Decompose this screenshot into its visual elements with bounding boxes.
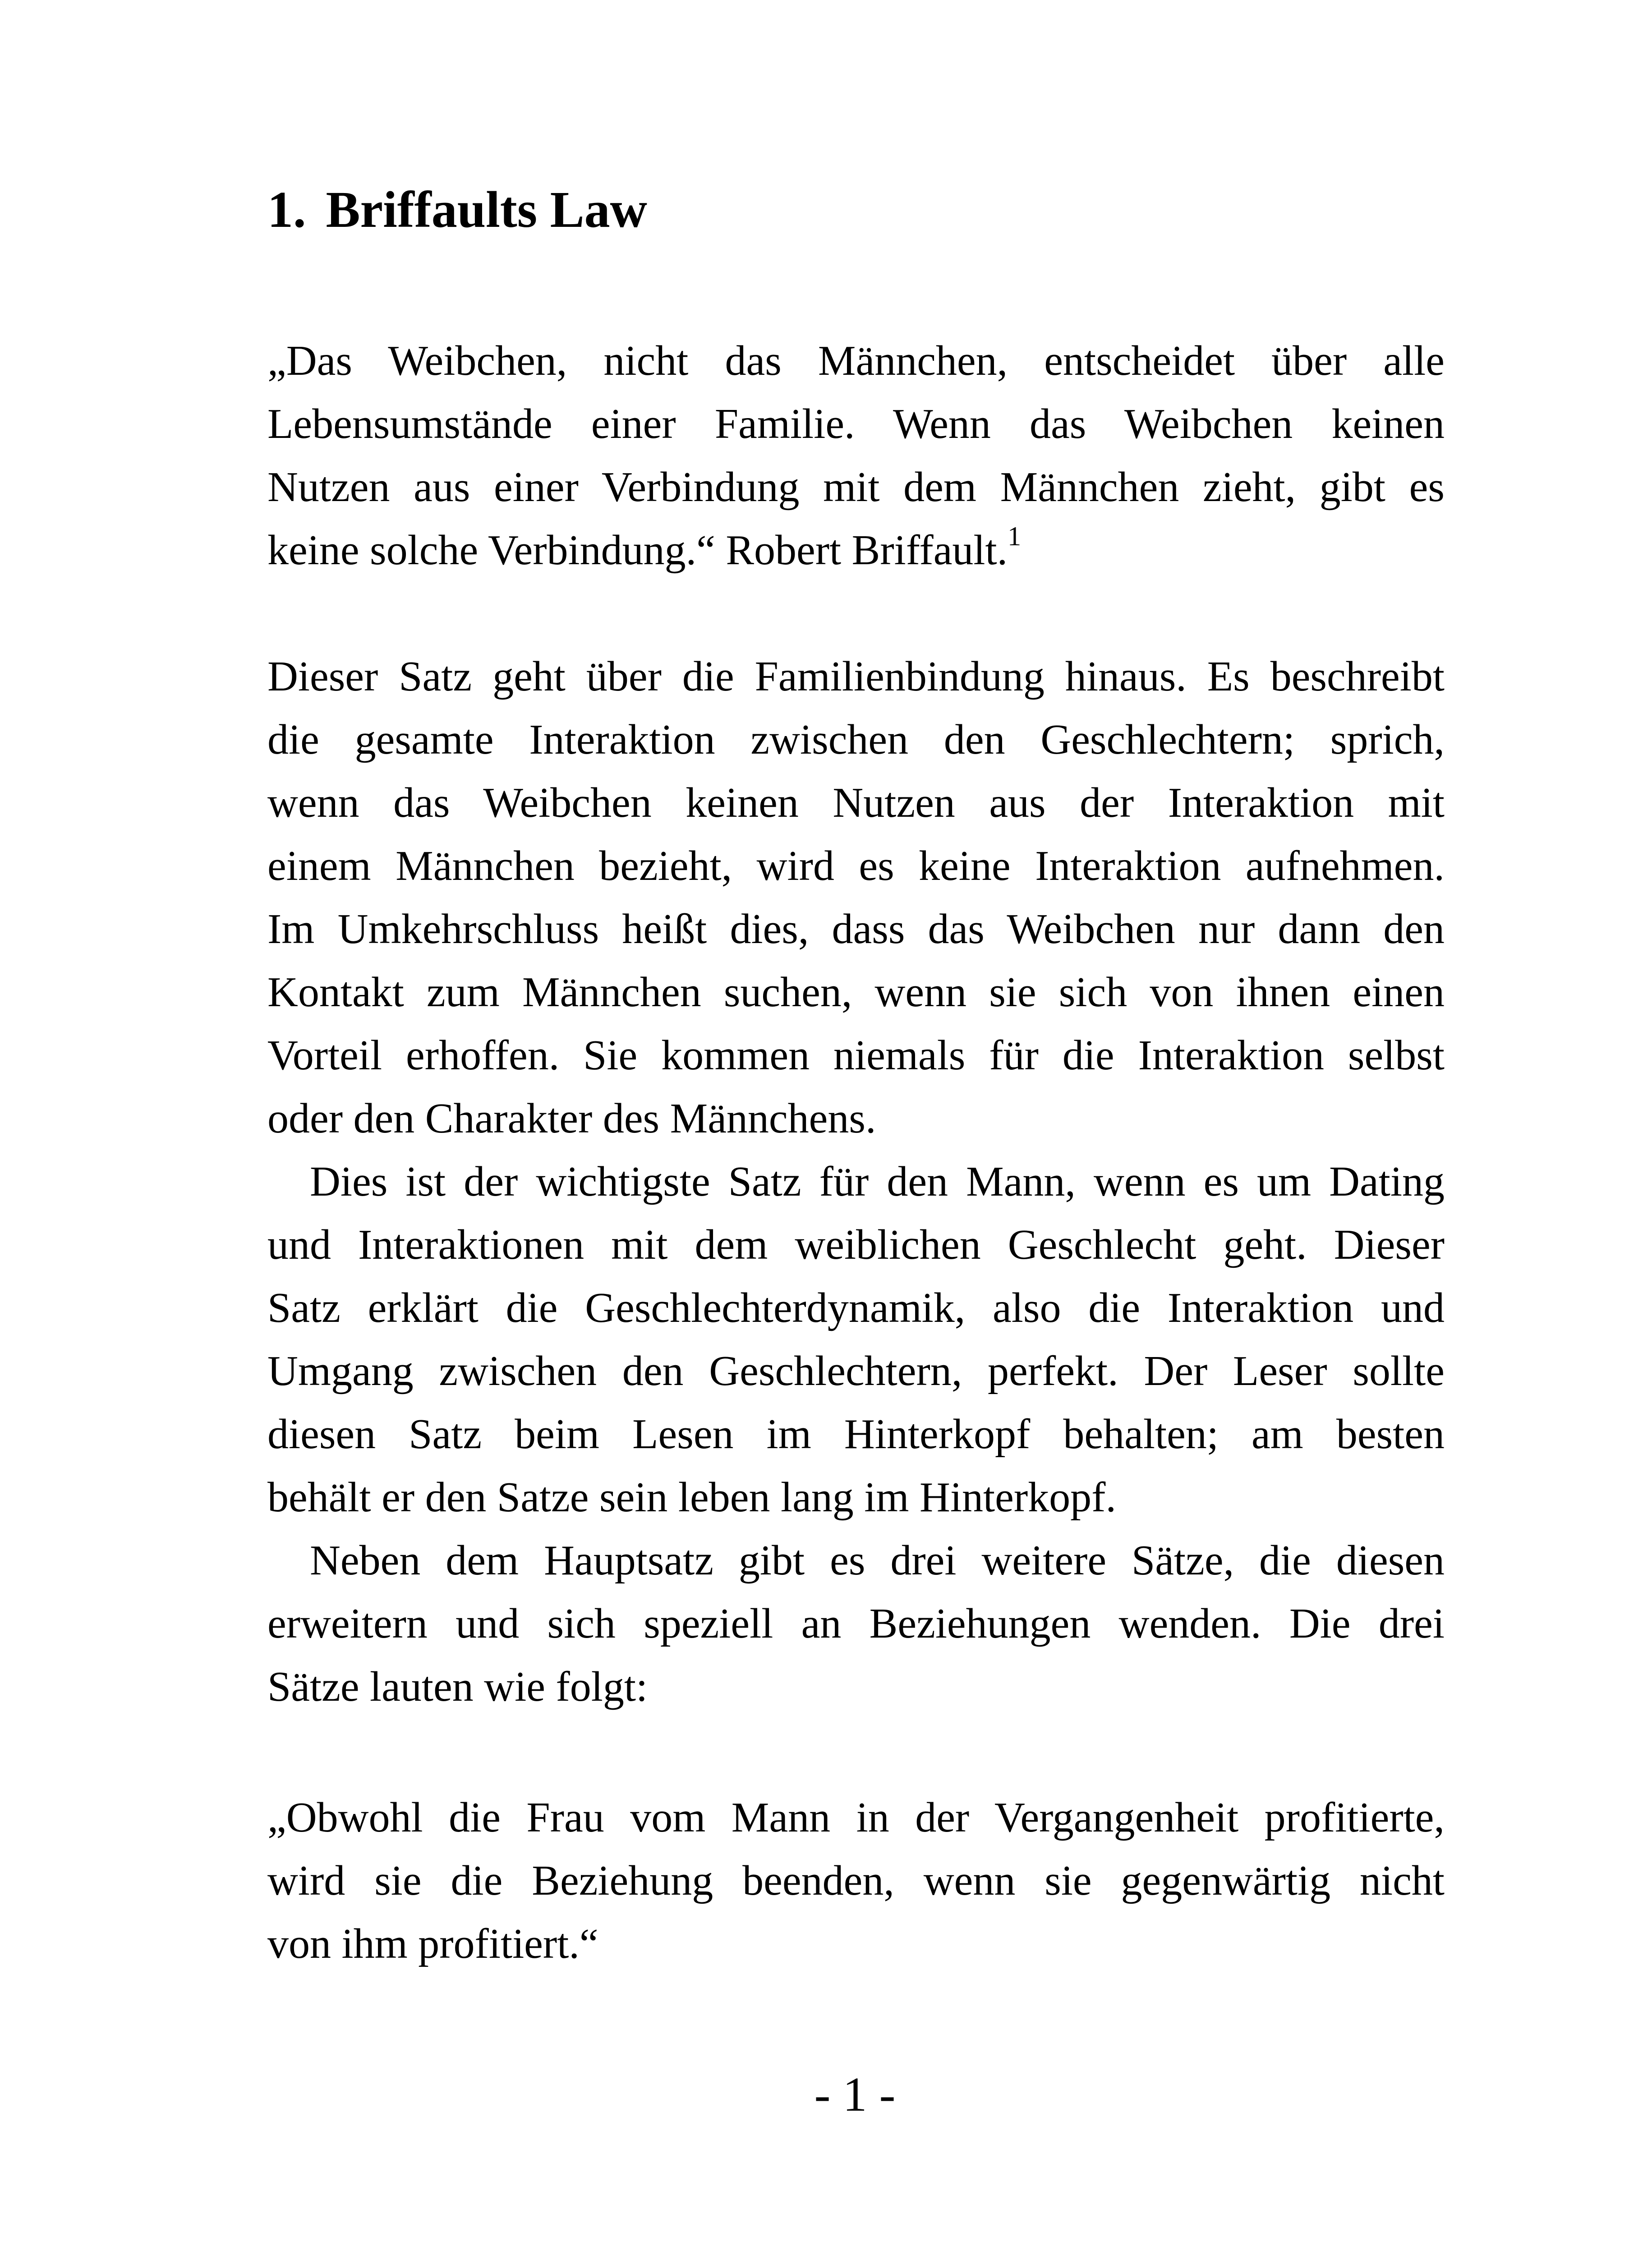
text-line: Sätze lauten wie folgt: xyxy=(267,1663,648,1710)
text-line: „Das Weibchen, nicht das Männchen, entscheidet über alle xyxy=(267,337,1445,384)
chapter-heading xyxy=(267,176,1652,244)
text-line: diesen Satz beim Lesen im Hinterkopf behalten; am besten xyxy=(267,1411,1445,1458)
page-number-text: - 1 - xyxy=(814,2068,896,2122)
text-line: Umgang zwischen den Geschlechtern, perfekt. Der Leser sollte xyxy=(267,1348,1445,1394)
text-line: und Interaktionen mit dem weiblichen Geschlecht geht. Dieser xyxy=(267,1221,1445,1268)
text-line: behält er den Satze sein leben lang im Hinterkopf. xyxy=(267,1474,1116,1521)
text-line: wird sie die Beziehung beenden, wenn sie gegenwärtig nicht xyxy=(267,1857,1445,1904)
body-text xyxy=(267,645,1445,1718)
text-line: Vorteil erhoffen. Sie kommen niemals für die Interaktion selbst xyxy=(267,1032,1445,1079)
text-line: von ihm profitiert.“ xyxy=(267,1920,598,1967)
text-line: „Obwohl die Frau vom Mann in der Vergangenheit profitierte, xyxy=(267,1794,1445,1841)
second-quote xyxy=(267,1786,1445,1975)
text-line: Nutzen aus einer Verbindung mit dem Männchen zieht, gibt es xyxy=(267,464,1445,511)
text-line xyxy=(267,519,1445,582)
text-line-content: keine solche Verbindung.“ Robert Briffault. xyxy=(267,527,1008,574)
text-line: erweitern und sich speziell an Beziehungen wenden. Die drei xyxy=(267,1600,1445,1647)
footnote-reference[interactable]: 1 xyxy=(1008,521,1022,551)
text-line: die gesamte Interaktion zwischen den Geschlechtern; sprich, xyxy=(267,716,1445,763)
chapter-title: Briffaults Law xyxy=(326,181,647,238)
text-line: Satz erklärt die Geschlechterdynamik, also die Interaktion und xyxy=(267,1284,1445,1331)
text-line: Kontakt zum Männchen suchen, wenn sie sich von ihnen einen xyxy=(267,969,1445,1016)
text-line: Lebensumstände einer Familie. Wenn das Weibchen keinen xyxy=(267,400,1445,447)
text-line: oder den Charakter des Männchens. xyxy=(267,1095,876,1142)
text-line: Dieser Satz geht über die Familienbindung hinaus. Es beschreibt xyxy=(267,653,1445,700)
paragraph xyxy=(267,1529,1445,1718)
chapter-number: 1. xyxy=(267,181,306,238)
text-line: Im Umkehrschluss heißt dies, dass das Weibchen nur dann den xyxy=(267,906,1445,953)
paragraph xyxy=(267,1150,1445,1529)
text-line: Neben dem Hauptsatz gibt es drei weitere Sätze, die diesen xyxy=(310,1537,1445,1584)
text-line: einem Männchen bezieht, wird es keine Interaktion aufnehmen. xyxy=(267,842,1445,889)
text-line: wenn das Weibchen keinen Nutzen aus der Interaktion mit xyxy=(267,779,1445,826)
opening-quote xyxy=(267,329,1445,582)
text-line: Dies ist der wichtigste Satz für den Mann, wenn es um Dating xyxy=(310,1158,1445,1205)
paragraph xyxy=(267,645,1445,1150)
page-number xyxy=(0,2063,1652,2126)
